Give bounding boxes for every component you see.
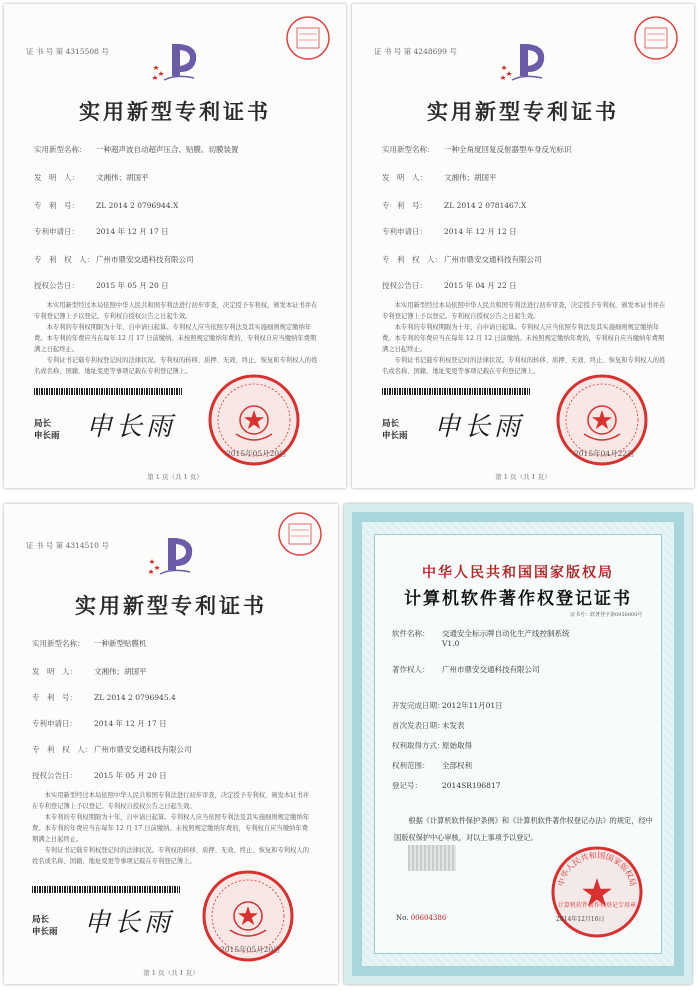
row-owner	[392, 664, 540, 675]
row-label: 专 利 权 人：	[382, 255, 442, 264]
page-footer: 第 1 页（共 1 页）	[495, 473, 551, 481]
patent-office-logo-icon	[150, 40, 202, 84]
director-block	[382, 418, 408, 442]
seal-date: 2015年04月22日	[574, 449, 635, 458]
patent-certificate-2	[352, 4, 694, 488]
blurred-code-area	[408, 845, 456, 871]
patent-certificate-1	[4, 4, 346, 488]
barcode	[34, 388, 182, 395]
cert-number: 证书号：软著登字第0950000号	[570, 612, 643, 618]
row-value: ZL 2014 2 0796944.X	[96, 201, 179, 210]
row-value: 2014 年 12 月 12 日	[444, 227, 517, 236]
row-value: 2015 年 05 月 20 日	[94, 771, 167, 780]
row-holder	[34, 254, 194, 265]
row-value: 文湘伟；胡国平	[94, 667, 147, 676]
row-label: 著作权人：	[392, 665, 430, 674]
row-holder	[32, 744, 192, 755]
barcode	[382, 388, 530, 395]
issuing-authority: 中华人民共和国国家版权局	[422, 565, 614, 581]
seal-bottom-text: 计算机软件著作权登记专用章	[558, 902, 637, 909]
row-grant-date	[32, 770, 167, 781]
row-label: 专利申请日：	[382, 227, 427, 236]
director-name: 申长雨	[382, 431, 408, 441]
row-label: 首次发表日期：	[392, 721, 445, 730]
row-dev-date	[392, 700, 503, 711]
row-value: 交通安全标示牌自动化生产线控制系统	[442, 629, 570, 638]
paragraph: 专利证书记载专利权登记时的法律状况。专利权的转移、质押、无效、终止、恢复和专利权人的姓名或名称、国籍、地址变更等事项记载在专利登记簿上。	[34, 357, 318, 375]
serial-label: No.	[396, 914, 409, 922]
director-signature: 申长雨	[86, 412, 177, 442]
paragraph: 本实用新型经过本局依照中华人民共和国专利法进行初步审查，决定授予专利权，颁发本证书并在专利登记簿上予以登记。专利权自授权公告之日起生效。	[32, 792, 310, 810]
row-name	[34, 144, 239, 155]
row-value: 2012年11月01日	[442, 701, 503, 710]
row-label: 发 明 人：	[34, 173, 79, 182]
serial-number	[396, 914, 446, 922]
director-block	[34, 418, 60, 442]
page-footer: 第 1 页（共 1 页）	[147, 473, 203, 481]
paragraph: 本实用新型经过本局依照中华人民共和国专利法进行初步审查，决定授予专利权，颁发本证书并在专利登记簿上予以登记。专利权自授权公告之日起生效。	[382, 302, 666, 320]
row-label: 授权公告日：	[34, 281, 79, 290]
red-corner-stamp-icon	[284, 14, 332, 62]
cert-body-text	[394, 812, 654, 846]
patent-office-logo-icon	[498, 40, 550, 84]
paragraph: 专利证书记载专利权登记时的法律状况。专利权的转移、质押、无效、终止、恢复和专利权人的姓名或名称、国籍、地址变更等事项记载在专利登记簿上。	[382, 357, 666, 375]
paragraph: 根据《计算机软件保护条例》和《计算机软件著作权登记办法》的规定，经中国版权保护中心审核，对以上事项予以登记。	[394, 816, 653, 842]
row-value: 一种超声波自动超声压合、贴膜、切膜装置	[96, 145, 239, 154]
cert-number: 证 书 号 第 4314510 号	[26, 541, 109, 550]
row-inventor	[382, 172, 497, 183]
director-title: 局长	[32, 915, 50, 925]
cert-title: 实用新型专利证书	[427, 99, 619, 124]
row-apply-date	[382, 226, 517, 237]
director-signature: 申长雨	[84, 908, 175, 938]
paragraph: 本专利的专利权期限为十年，自申请日起算。专利权人应当依照专利法及其实施细则规定缴纳年费。本专利的年费应当在每年 12 月 12 日前缴纳。未按照规定缴纳年费的，专利权自应当缴纳年费期满之日起终止。	[382, 324, 665, 353]
paragraph: 本专利的专利权期限为十年，自申请日起算。专利权人应当依照专利法及其实施细则规定缴纳年费。本专利的年费应当在每年 12 月 17 日前缴纳。未按照规定缴纳年费的，专利权自应当缴纳年费期满之日起终止。	[32, 814, 310, 843]
row-label: 专利申请日：	[32, 719, 77, 728]
row-apply-date	[34, 226, 169, 237]
row-label: 实用新型名称：	[32, 639, 85, 648]
row-value: ZL 2014 2 0781467.X	[444, 201, 527, 210]
cert-title: 实用新型专利证书	[75, 593, 267, 618]
row-grant-date	[382, 280, 517, 291]
row-patent-no	[32, 692, 176, 703]
row-value: 一种新型贴膜机	[94, 639, 147, 648]
row-value: 全部权利	[442, 761, 472, 770]
row-value-version: V1.0	[442, 639, 460, 648]
seal-top-text: 中华人民共和国国家版权局	[556, 850, 638, 888]
row-value: 2014 年 12 月 17 日	[96, 227, 169, 236]
cert-body-text	[382, 300, 668, 377]
row-acquire-method	[392, 740, 472, 751]
cert-number: 证 书 号 第 4248699 号	[374, 47, 457, 56]
row-value: ZL 2014 2 0796945.4	[94, 693, 176, 702]
row-value: 原始取得	[442, 741, 472, 750]
cert-body-text	[34, 300, 320, 377]
row-reg-no	[392, 780, 501, 791]
row-label: 发 明 人：	[382, 173, 427, 182]
barcode	[32, 886, 180, 893]
row-value: 文湘伟；胡国平	[444, 173, 497, 182]
row-software-name	[392, 628, 570, 648]
paragraph: 本实用新型经过本局依照中华人民共和国专利法进行初步审查，决定授予专利权，颁发本证书并在专利登记簿上予以登记。专利权自授权公告之日起生效。	[34, 302, 318, 320]
copyright-seal-icon	[549, 844, 645, 940]
row-label: 专利申请日：	[34, 227, 79, 236]
paragraph: 本专利的专利权期限为十年，自申请日起算。专利权人应当依照专利法及其实施细则规定缴纳年费。本专利的年费应当在每年 12 月 17 日前缴纳。未按照规定缴纳年费的，专利权自应当缴纳年费期满之日起终止。	[34, 324, 317, 353]
row-scope	[392, 760, 472, 771]
software-copyright-certificate	[344, 504, 692, 984]
row-value: 广州市鼎安交通科技有限公司	[444, 255, 542, 264]
row-label: 授权公告日：	[32, 771, 77, 780]
seal-date: 2015年05月20日	[220, 945, 281, 954]
row-value: 未发表	[442, 721, 465, 730]
row-label: 专 利 号：	[32, 693, 77, 702]
red-corner-stamp-icon	[276, 510, 324, 558]
row-label: 权利范围：	[392, 761, 430, 770]
row-apply-date	[32, 718, 167, 729]
seal-date: 2014年12月16日	[556, 916, 605, 923]
director-name: 申长雨	[34, 431, 60, 441]
seal-date: 2015年05月20日	[226, 449, 287, 458]
row-value: 广州市鼎安交通科技有限公司	[96, 255, 194, 264]
row-label: 实用新型名称：	[34, 145, 87, 154]
row-label: 发 明 人：	[32, 667, 77, 676]
row-inventor	[32, 666, 147, 677]
row-label: 开发完成日期：	[392, 701, 445, 710]
row-value: 文湘伟；胡国平	[96, 173, 149, 182]
row-inventor	[34, 172, 149, 183]
cert-body-text	[32, 790, 312, 867]
row-patent-no	[34, 200, 178, 211]
patent-office-logo-icon	[146, 534, 198, 578]
row-value: 一种全角度回复反射器型车身反光标识	[444, 145, 572, 154]
row-label: 授权公告日：	[382, 281, 427, 290]
row-grant-date	[34, 280, 169, 291]
row-value: 广州市鼎安交通科技有限公司	[94, 745, 192, 754]
row-name	[382, 144, 572, 155]
director-name: 申长雨	[32, 927, 58, 937]
row-label: 专 利 权 人：	[34, 255, 94, 264]
paragraph: 专利证书记载专利权登记时的法律状况。专利权的转移、质押、无效、终止、恢复和专利权人的姓名或名称、国籍、地址变更等事项记载在专利登记簿上。	[32, 847, 310, 865]
row-value: 2014 年 12 月 17 日	[94, 719, 167, 728]
cert-title: 实用新型专利证书	[79, 99, 271, 124]
row-label: 登记号：	[392, 781, 422, 790]
row-value: 广州市鼎安交通科技有限公司	[442, 665, 540, 674]
cert-title: 计算机软件著作权登记证书	[404, 589, 632, 609]
patent-certificate-3	[4, 504, 338, 984]
row-label: 专 利 权 人：	[32, 745, 92, 754]
red-corner-stamp-icon	[632, 14, 680, 62]
director-title: 局长	[382, 419, 400, 429]
row-value: 2014SR196817	[442, 781, 501, 790]
director-signature: 申长雨	[434, 412, 525, 442]
row-label: 实用新型名称：	[382, 145, 435, 154]
cert-number: 证 书 号 第 4315508 号	[26, 47, 109, 56]
row-value: 2015 年 04 月 22 日	[444, 281, 517, 290]
director-title: 局长	[34, 419, 52, 429]
row-label: 专 利 号：	[382, 201, 427, 210]
row-name	[32, 638, 147, 649]
serial-value: 00604386	[410, 914, 447, 922]
row-label: 权利取得方式：	[392, 741, 445, 750]
row-holder	[382, 254, 542, 265]
row-label: 专 利 号：	[34, 201, 79, 210]
row-value: 2015 年 05 月 20 日	[96, 281, 169, 290]
row-patent-no	[382, 200, 526, 211]
director-block	[32, 914, 58, 938]
row-label: 软件名称：	[392, 629, 430, 638]
row-publish-date	[392, 720, 465, 731]
page-footer: 第 1 页（共 1 页）	[143, 969, 199, 977]
